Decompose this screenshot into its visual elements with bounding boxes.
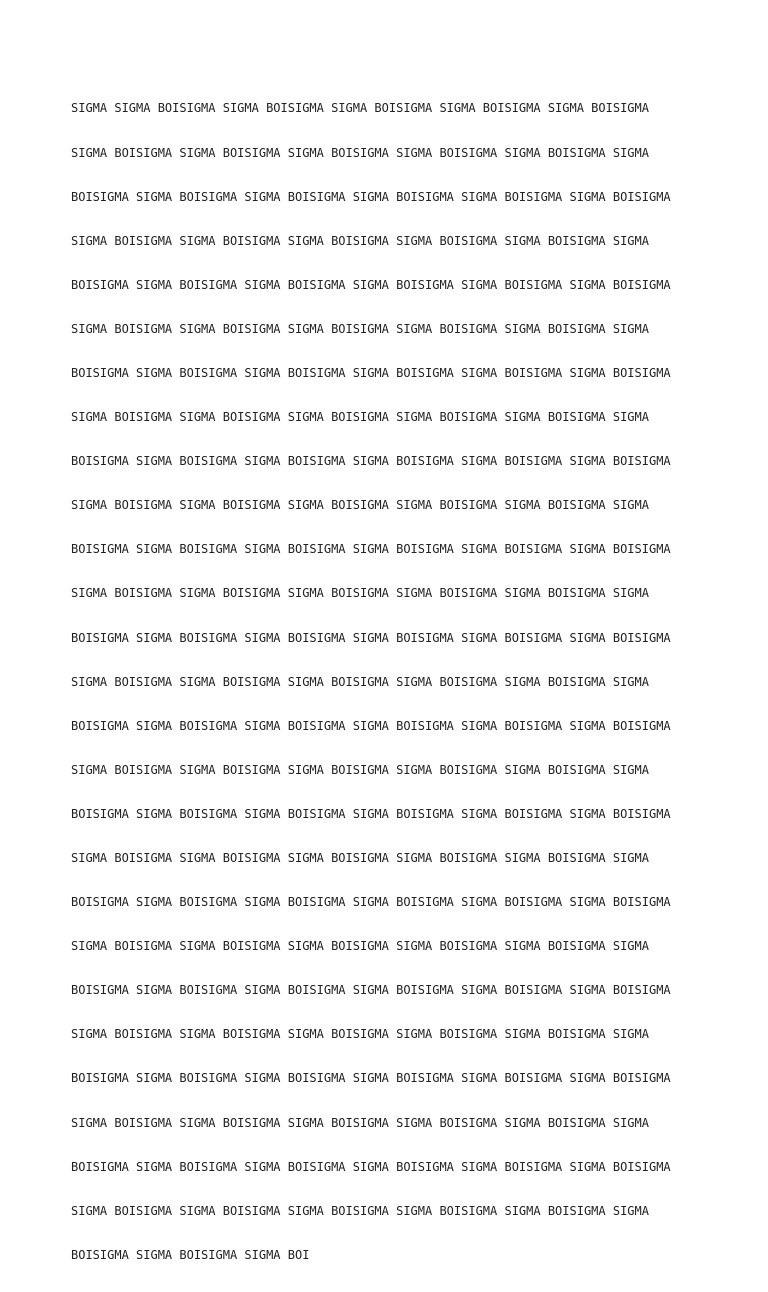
text-line: BOISIGMA SIGMA BOISIGMA SIGMA BOISIGMA SIGMA BOISIGMA SIGMA BOISIGMA SIGMA BOISIGMA [71,365,671,380]
text-line: SIGMA BOISIGMA SIGMA BOISIGMA SIGMA BOISIGMA SIGMA BOISIGMA SIGMA BOISIGMA SIGMA [71,586,649,601]
text-line: SIGMA BOISIGMA SIGMA BOISIGMA SIGMA BOISIGMA SIGMA BOISIGMA SIGMA BOISIGMA SIGMA [71,410,649,425]
text-line: SIGMA BOISIGMA SIGMA BOISIGMA SIGMA BOISIGMA SIGMA BOISIGMA SIGMA BOISIGMA SIGMA [71,233,649,248]
text-line: SIGMA BOISIGMA SIGMA BOISIGMA SIGMA BOISIGMA SIGMA BOISIGMA SIGMA BOISIGMA SIGMA [71,498,649,513]
text-line: BOISIGMA SIGMA BOISIGMA SIGMA BOISIGMA SIGMA BOISIGMA SIGMA BOISIGMA SIGMA BOISIGMA [71,895,671,910]
text-line: BOISIGMA SIGMA BOISIGMA SIGMA BOISIGMA SIGMA BOISIGMA SIGMA BOISIGMA SIGMA BOISIGMA [71,454,671,469]
text-line: SIGMA SIGMA BOISIGMA SIGMA BOISIGMA SIGMA BOISIGMA SIGMA BOISIGMA SIGMA BOISIGMA [71,101,649,116]
text-line: SIGMA BOISIGMA SIGMA BOISIGMA SIGMA BOISIGMA SIGMA BOISIGMA SIGMA BOISIGMA SIGMA [71,851,649,865]
text-line: SIGMA BOISIGMA SIGMA BOISIGMA SIGMA BOISIGMA SIGMA BOISIGMA SIGMA BOISIGMA SIGMA [71,939,649,954]
text-line: BOISIGMA SIGMA BOISIGMA SIGMA BOISIGMA SIGMA BOISIGMA SIGMA BOISIGMA SIGMA BOISIGMA [71,1071,671,1086]
text-line: SIGMA BOISIGMA SIGMA BOISIGMA SIGMA BOISIGMA SIGMA BOISIGMA SIGMA BOISIGMA SIGMA [71,1203,649,1218]
text-line: SIGMA BOISIGMA SIGMA BOISIGMA SIGMA BOISIGMA SIGMA BOISIGMA SIGMA BOISIGMA SIGMA [71,1115,649,1130]
text-line: BOISIGMA SIGMA BOISIGMA SIGMA BOISIGMA SIGMA BOISIGMA SIGMA BOISIGMA SIGMA BOISIGMA [71,1159,671,1174]
text-line: SIGMA BOISIGMA SIGMA BOISIGMA SIGMA BOISIGMA SIGMA BOISIGMA SIGMA BOISIGMA SIGMA [71,762,649,777]
text-line: BOISIGMA SIGMA BOISIGMA SIGMA BOISIGMA SIGMA BOISIGMA SIGMA BOISIGMA SIGMA BOISIGMA [71,277,671,292]
text-line: BOISIGMA SIGMA BOISIGMA SIGMA BOI [71,1247,310,1262]
text-line: SIGMA BOISIGMA SIGMA BOISIGMA SIGMA BOISIGMA SIGMA BOISIGMA SIGMA BOISIGMA SIGMA [71,1027,649,1042]
text-line: SIGMA BOISIGMA SIGMA BOISIGMA SIGMA BOISIGMA SIGMA BOISIGMA SIGMA BOISIGMA SIGMA [71,674,649,689]
text-line: BOISIGMA SIGMA BOISIGMA SIGMA BOISIGMA SIGMA BOISIGMA SIGMA BOISIGMA SIGMA BOISIGMA [71,806,671,821]
text-line: SIGMA BOISIGMA SIGMA BOISIGMA SIGMA BOISIGMA SIGMA BOISIGMA SIGMA BOISIGMA SIGMA [71,145,649,160]
text-line: BOISIGMA SIGMA BOISIGMA SIGMA BOISIGMA SIGMA BOISIGMA SIGMA BOISIGMA SIGMA BOISIGMA [71,718,671,733]
text-line: BOISIGMA SIGMA BOISIGMA SIGMA BOISIGMA SIGMA BOISIGMA SIGMA BOISIGMA SIGMA BOISIGMA [71,983,671,998]
text-line: SIGMA BOISIGMA SIGMA BOISIGMA SIGMA BOISIGMA SIGMA BOISIGMA SIGMA BOISIGMA SIGMA [71,321,649,336]
body-text [71,72,671,1292]
text-line: BOISIGMA SIGMA BOISIGMA SIGMA BOISIGMA SIGMA BOISIGMA SIGMA BOISIGMA SIGMA BOISIGMA [71,189,671,204]
text-line: BOISIGMA SIGMA BOISIGMA SIGMA BOISIGMA SIGMA BOISIGMA SIGMA BOISIGMA SIGMA BOISIGMA [71,542,671,557]
text-line: BOISIGMA SIGMA BOISIGMA SIGMA BOISIGMA SIGMA BOISIGMA SIGMA BOISIGMA SIGMA BOISIGMA [71,630,671,645]
